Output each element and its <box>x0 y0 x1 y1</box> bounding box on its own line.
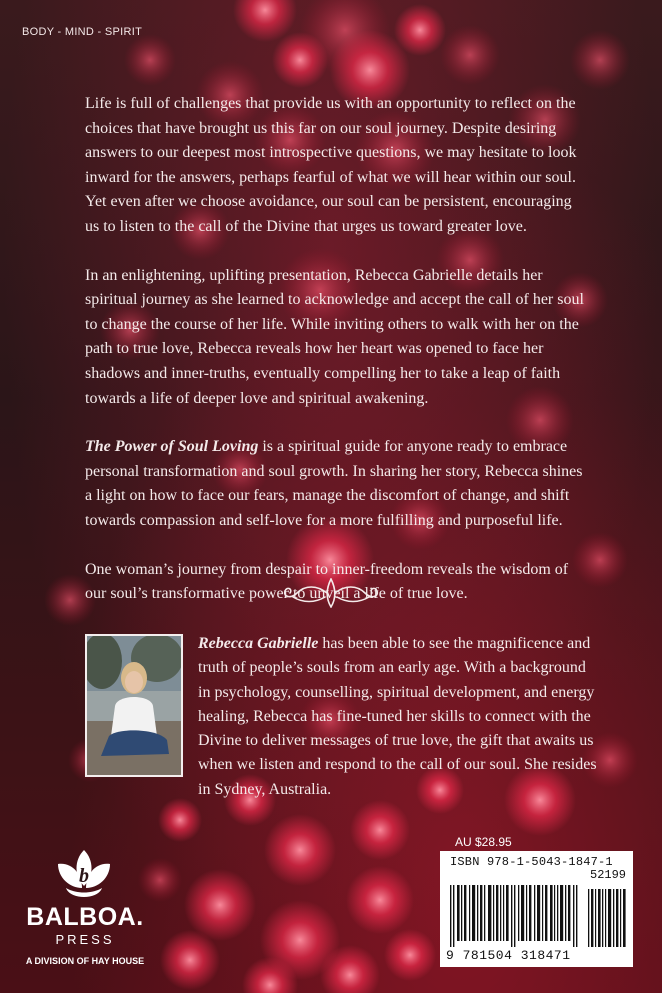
retail-price: AU $28.95 <box>455 835 512 849</box>
publisher-logo <box>25 848 150 973</box>
flourish-ornament <box>279 575 383 611</box>
author-bio <box>198 632 598 802</box>
author-name: Rebecca Gabrielle <box>198 635 319 652</box>
barcode-price-code: 52199 <box>590 868 627 882</box>
blurb-paragraph <box>85 435 585 533</box>
blurb-text: is a spiritual guide for anyone ready to embrace personal transformation and soul growth. In sharing her story, Rebecca shines a light on how to face our fears, manage the discomfort of change, and shift towards compassion and self-love for a more fulfilling and purposeful life. <box>85 438 583 529</box>
back-cover-blurb <box>85 92 585 631</box>
blurb-paragraph: Life is full of challenges that provide us with an opportunity to reflect on the choices that have brought us this far on our soul journey. Despite desiring answers to our deepest most introspective questions, we may hesitate to look inward for the answers, perhaps fearful of what we will hear within our soul. Yet even after we choose avoidance, our soul can be persistent, encouraging us to listen to the call of the Divine that urges us toward greater love. <box>85 95 577 235</box>
logo-letter: b <box>79 865 89 887</box>
publisher-division: A DIVISION OF HAY HOUSE <box>25 956 145 966</box>
lotus-icon <box>48 848 120 908</box>
blurb-paragraph: In an enlightening, uplifting presentation, Rebecca Gabrielle details her spiritual journey as she learned to acknowledge and accept the call of her soul to change the course of her life. While inviting others to walk with her on the path to true love, Rebecca reveals how her heart was opened to face her shadows and inner-truths, eventually compelling her to take a leap of faith towards a life of deeper love and spiritual awakening. <box>85 266 584 407</box>
barcode-digits: 9 781504 318471 <box>446 948 571 963</box>
isbn-barcode <box>440 851 633 967</box>
book-title: The Power of Soul Loving <box>85 438 259 456</box>
blurb-paragraph: One woman’s journey from despair to inner-freedom reveals the wisdom of our soul’s transformative power to unveil a life of true love. <box>85 560 569 603</box>
author-photo-image <box>87 636 181 775</box>
author-bio-text: has been able to see the magnificence and truth of people’s souls from an early age. With a background in psychology, counselling, spiritual development, and energy healing, Rebecca has fine-tuned her skills to connect with the Divine to deliver messages of true love, the gift that awaits us when we listen and respond to the call of our soul. She resides in Sydney, Australia. <box>198 635 597 798</box>
isbn-number: ISBN 978-1-5043-1847-1 <box>450 855 613 869</box>
barcode-bars <box>448 885 580 947</box>
barcode-addon-bars <box>587 885 627 947</box>
publisher-name: BALBOA. <box>26 903 144 931</box>
book-category: BODY - MIND - SPIRIT <box>22 26 143 38</box>
publisher-subname: PRESS <box>55 932 115 947</box>
author-photo <box>85 634 183 777</box>
